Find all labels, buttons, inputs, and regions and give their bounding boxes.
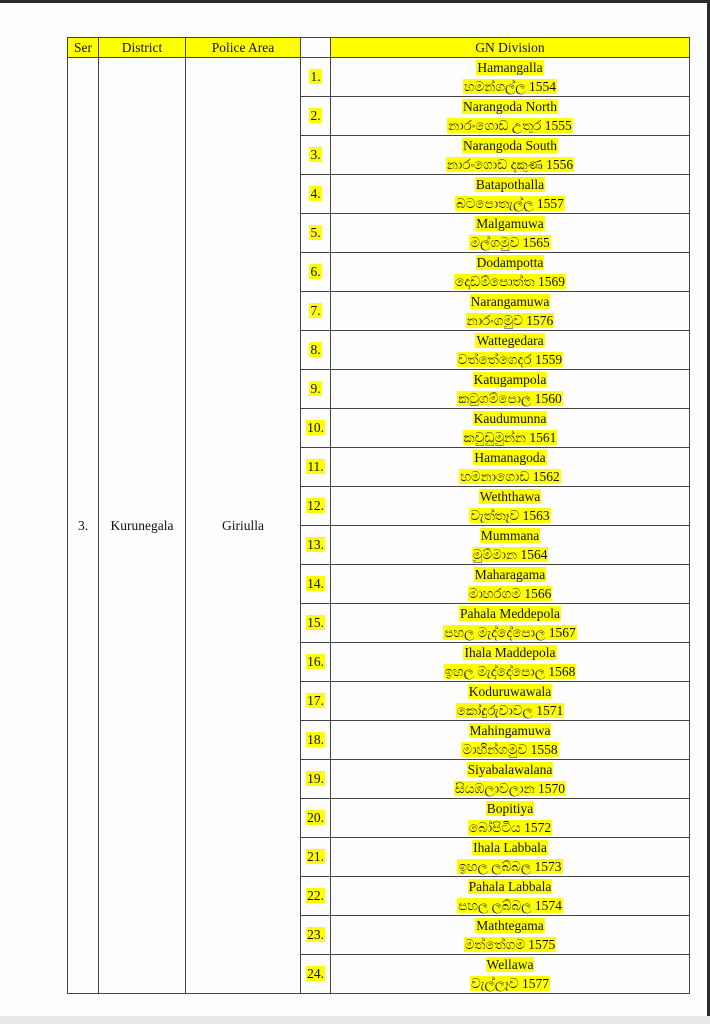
row-number: 22. bbox=[307, 888, 324, 903]
row-number-cell bbox=[301, 292, 331, 331]
gn-name-sinhala: මල්ගමුව 1565 bbox=[470, 235, 550, 250]
gn-division-cell bbox=[331, 448, 690, 487]
row-number-cell bbox=[301, 682, 331, 721]
gn-name-english: Kaudumunna bbox=[473, 411, 547, 426]
row-number: 23. bbox=[307, 927, 324, 942]
police-area-cell: Giriulla bbox=[186, 58, 301, 994]
row-number-cell bbox=[301, 838, 331, 877]
gn-name-english: Mahingamuwa bbox=[469, 723, 551, 738]
gn-name-english: Pahala Meddepola bbox=[459, 606, 561, 621]
gn-name-sinhala: මාහින්ගමුව 1558 bbox=[462, 742, 558, 757]
row-number: 17. bbox=[307, 693, 324, 708]
table-body bbox=[68, 58, 690, 994]
gn-division-cell bbox=[331, 682, 690, 721]
gn-name-english: Mummana bbox=[480, 528, 540, 543]
gn-name-english: Bopitiya bbox=[486, 801, 534, 816]
row-number: 8. bbox=[310, 342, 321, 357]
row-number: 15. bbox=[307, 615, 324, 630]
gn-division-cell bbox=[331, 526, 690, 565]
header-gn-division: GN Division bbox=[331, 38, 690, 58]
row-number: 24. bbox=[307, 966, 324, 981]
gn-name-english: Batapothalla bbox=[475, 177, 545, 192]
gn-name-english: Katugampola bbox=[473, 372, 547, 387]
gn-name-english: Ihala Maddepola bbox=[464, 645, 556, 660]
gn-name-sinhala: වැත්තෑව 1563 bbox=[470, 508, 550, 523]
row-number-cell bbox=[301, 565, 331, 604]
row-number: 2. bbox=[310, 108, 321, 123]
row-number: 4. bbox=[310, 186, 321, 201]
gn-name-sinhala: සියඹලාවලාන 1570 bbox=[455, 781, 565, 796]
row-number: 1. bbox=[310, 69, 321, 84]
gn-division-cell bbox=[331, 643, 690, 682]
row-number: 9. bbox=[310, 381, 321, 396]
gn-name-english: Wellawa bbox=[486, 957, 534, 972]
row-number: 5. bbox=[310, 225, 321, 240]
gn-name-english: Dodampotta bbox=[476, 255, 544, 270]
row-number-cell bbox=[301, 955, 331, 994]
ser-cell: 3. bbox=[68, 58, 99, 994]
gn-name-sinhala: නාරංගමුව 1576 bbox=[466, 313, 554, 328]
row-number: 18. bbox=[307, 732, 324, 747]
row-number-cell bbox=[301, 370, 331, 409]
gn-division-cell bbox=[331, 760, 690, 799]
gn-name-sinhala: වත්තේගෙදර 1559 bbox=[457, 352, 563, 367]
row-number-cell bbox=[301, 643, 331, 682]
gn-division-cell bbox=[331, 331, 690, 370]
table-header-row bbox=[68, 38, 690, 58]
gn-division-cell bbox=[331, 175, 690, 214]
gn-division-cell bbox=[331, 955, 690, 994]
row-number-cell bbox=[301, 136, 331, 175]
gn-name-english: Mathtegama bbox=[476, 918, 544, 933]
gn-division-cell bbox=[331, 409, 690, 448]
gn-name-sinhala: මුම්මාන 1564 bbox=[472, 547, 548, 562]
gn-name-sinhala: වැල්ලෑව 1577 bbox=[471, 976, 549, 991]
gn-name-sinhala: බටපොතැල්ල 1557 bbox=[456, 196, 564, 211]
header-ser: Ser bbox=[68, 38, 99, 58]
row-number-cell bbox=[301, 721, 331, 760]
gn-name-english: Siyabalawalana bbox=[467, 762, 553, 777]
district-cell: Kurunegala bbox=[99, 58, 186, 994]
gn-name-english: Narangoda South bbox=[462, 138, 558, 153]
gn-name-sinhala: මත්තේගම 1575 bbox=[464, 937, 556, 952]
gn-name-english: Pahala Labbala bbox=[468, 879, 552, 894]
row-number-cell bbox=[301, 760, 331, 799]
row-number: 11. bbox=[307, 459, 324, 474]
page-edge-top bbox=[0, 0, 710, 3]
gn-division-cell bbox=[331, 877, 690, 916]
gn-division-cell bbox=[331, 136, 690, 175]
gn-name-sinhala: හමන්ගල්ල 1554 bbox=[464, 79, 556, 94]
gn-name-sinhala: ඉහල ලබ්බල 1573 bbox=[458, 859, 562, 874]
row-number-cell bbox=[301, 175, 331, 214]
header-number-blank bbox=[301, 38, 331, 58]
gn-division-cell bbox=[331, 721, 690, 760]
gn-division-cell bbox=[331, 97, 690, 136]
row-number: 13. bbox=[307, 537, 324, 552]
row-number-cell bbox=[301, 58, 331, 97]
row-number-cell bbox=[301, 877, 331, 916]
gn-division-cell bbox=[331, 370, 690, 409]
row-number-cell bbox=[301, 916, 331, 955]
gn-division-table bbox=[67, 37, 690, 994]
gn-name-sinhala: කටුගම්පොල 1560 bbox=[458, 391, 562, 406]
row-number-cell bbox=[301, 526, 331, 565]
gn-name-sinhala: කවුඩුමුන්න 1561 bbox=[463, 430, 557, 445]
gn-division-cell bbox=[331, 799, 690, 838]
gn-name-sinhala: ඉහල මැද්දේපොල 1568 bbox=[444, 664, 576, 679]
gn-division-cell bbox=[331, 487, 690, 526]
header-police-area: Police Area bbox=[186, 38, 301, 58]
gn-division-cell bbox=[331, 565, 690, 604]
gn-division-cell bbox=[331, 253, 690, 292]
row-number: 6. bbox=[310, 264, 321, 279]
gn-name-sinhala: මාහරගම 1566 bbox=[468, 586, 552, 601]
gn-name-english: Koduruwawala bbox=[468, 684, 552, 699]
gn-name-english: Hamanagoda bbox=[474, 450, 546, 465]
gn-name-sinhala: කෝදුරුවාවල 1571 bbox=[456, 703, 564, 718]
row-number: 14. bbox=[307, 576, 324, 591]
gn-name-english: Narangoda North bbox=[462, 99, 558, 114]
gn-name-sinhala: නාරංගොඩ උතුර 1555 bbox=[448, 118, 572, 133]
gn-name-sinhala: දොඩම්පොත්ත 1569 bbox=[455, 274, 565, 289]
row-number-cell bbox=[301, 604, 331, 643]
gn-division-cell bbox=[331, 214, 690, 253]
gn-name-english: Hamangalla bbox=[477, 60, 543, 75]
gn-name-sinhala: පහල ලබ්බල 1574 bbox=[458, 898, 562, 913]
row-number: 19. bbox=[307, 771, 324, 786]
row-number: 16. bbox=[307, 654, 324, 669]
row-number-cell bbox=[301, 409, 331, 448]
gn-name-sinhala: බෝපිටිය 1572 bbox=[468, 820, 552, 835]
gn-name-english: Narangamuwa bbox=[470, 294, 550, 309]
gn-name-english: Wattegedara bbox=[476, 333, 544, 348]
gn-name-english: Maharagama bbox=[474, 567, 546, 582]
gn-name-english: Malgamuwa bbox=[476, 216, 544, 231]
row-number-cell bbox=[301, 448, 331, 487]
gn-division-cell bbox=[331, 292, 690, 331]
row-number: 7. bbox=[310, 303, 321, 318]
row-number-cell bbox=[301, 97, 331, 136]
row-number: 10. bbox=[307, 420, 324, 435]
page-edge-bottom bbox=[0, 1016, 710, 1024]
row-number-cell bbox=[301, 331, 331, 370]
header-district: District bbox=[99, 38, 186, 58]
row-number: 20. bbox=[307, 810, 324, 825]
gn-name-english: Ihala Labbala bbox=[473, 840, 547, 855]
row-number: 3. bbox=[310, 147, 321, 162]
gn-division-cell bbox=[331, 916, 690, 955]
row-number: 21. bbox=[307, 849, 324, 864]
row-number-cell bbox=[301, 487, 331, 526]
gn-division-cell bbox=[331, 604, 690, 643]
row-number: 12. bbox=[307, 498, 324, 513]
gn-division-cell bbox=[331, 58, 690, 97]
gn-division-cell bbox=[331, 838, 690, 877]
row-number-cell bbox=[301, 214, 331, 253]
row-number-cell bbox=[301, 253, 331, 292]
row-number-cell bbox=[301, 799, 331, 838]
table-row bbox=[68, 58, 690, 97]
gn-name-sinhala: හමනාගොඩ 1562 bbox=[460, 469, 560, 484]
gn-name-sinhala: පහල මැද්දේපොල 1567 bbox=[444, 625, 576, 640]
gn-name-english: Weththawa bbox=[479, 489, 541, 504]
gn-name-sinhala: නාරංගොඩ දකුණ 1556 bbox=[446, 157, 574, 172]
